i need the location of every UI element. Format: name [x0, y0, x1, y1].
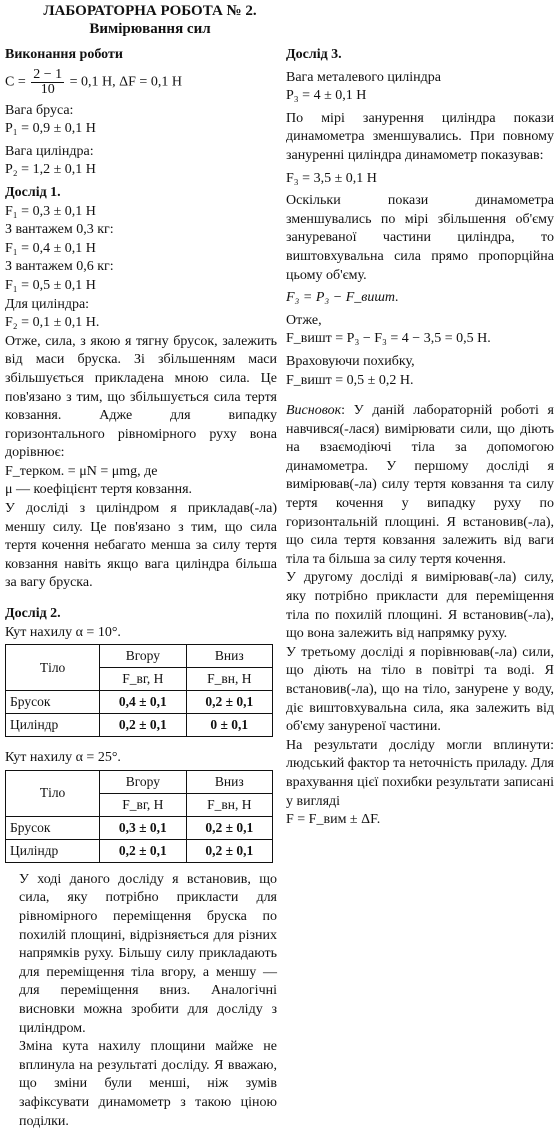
mu-definition: μ — коефіцієнт тертя ковзання. [5, 482, 193, 498]
c-formula-lhs: C = [5, 74, 26, 90]
buoyant-final: F_вишт = 0,5 ± 0,2 Н. [286, 372, 414, 388]
conclusion-label: Висновок [286, 403, 342, 419]
p2-value: P₂ = 1,2 ± 0,1 Н [5, 162, 96, 178]
header-body: Тіло [6, 770, 100, 816]
f2-value: F₂ = 0,1 ± 0,1 Н. [5, 315, 100, 331]
row-down: 0,2 ± 0,1 [186, 839, 272, 862]
experiment-1-heading: Дослід 1. [5, 184, 61, 200]
table-row [6, 816, 273, 839]
fraction-denominator: 10 [40, 81, 55, 97]
conclusion-text-1: : У даній лабораторній роботі я навчився(-лася) вимірювати сили, що діють на взаємодіючі тіла за допомогою динамометра. У першому досліді я вимірював(-ла) силу тертя ковзання та силу тертя кочення у випадку руху по горизонтальній площині. Я встановив(-ла), що сила тертя ковзання залежить від ваги тіла та більша за силу тертя кочення. [286, 403, 554, 567]
angle-25-label: Кут нахилу α = 25°. [5, 750, 121, 766]
row-down: 0,2 ± 0,1 [186, 691, 272, 714]
p3-value: P₃ = 4 ± 0,1 Н [286, 88, 367, 104]
table-row [6, 691, 273, 714]
row-down: 0 ± 0,1 [186, 714, 272, 737]
row-up: 0,4 ± 0,1 [100, 691, 186, 714]
angle-10-label: Кут нахилу α = 10°. [5, 624, 121, 640]
paragraph-3: У ході даного досліду я встановив, що сила, яку потрібно прикласти для рівномірного переміщення бруска по похилій площині, відрізняється для різних напрямків руху. Більшу силу прикладають для переміщення тіла вгору, а меншу — для переміщення вниз. Аналогічні висновки можна зробити для досліду з циліндром. [19, 871, 277, 1036]
experiment-2-heading: Дослід 2. [5, 606, 61, 622]
p1-value: P₁ = 0,9 ± 0,1 Н [5, 121, 96, 137]
table-header-row [6, 645, 273, 668]
table-angle-10 [5, 644, 273, 737]
c-formula [5, 68, 277, 97]
f3-formula: F₃ = P₃ − F_вишт. [286, 290, 399, 306]
header-up: Вгору [100, 645, 186, 668]
right-column [286, 46, 554, 830]
weight-cylinder-label: Вага циліндра: [5, 143, 94, 159]
header-body: Тіло [6, 645, 100, 691]
right-paragraph-2: Оскільки покази динамометра зменшувались по мірі збільшення об'єму зануреваної частини циліндра, то виштовхувальна сила прямо пропорційна цьому об'єму. [286, 193, 554, 283]
header-f-up: F_вг, Н [100, 793, 186, 816]
table-header-row [6, 770, 273, 793]
row-name: Брусок [6, 816, 100, 839]
f1b-value: F₁ = 0,4 ± 0,1 Н [5, 240, 96, 256]
table-angle-25 [5, 770, 273, 863]
page-subtitle: Вимірювання сил [89, 21, 211, 37]
load-06-label: З вантажем 0,6 кг: [5, 259, 114, 275]
paragraph-2: У досліді з циліндром я прикладав(-ла) меншу силу. Це пов'язано з тим, що сила тертя кочення небагато менша за силу тертя ковзання навіть якщо вага циліндра більша за вагу бруска. [5, 501, 277, 591]
f3-value: F₃ = 3,5 ± 0,1 Н [286, 170, 377, 186]
c-formula-fraction [31, 68, 64, 97]
row-up: 0,2 ± 0,1 [100, 839, 186, 862]
conclusion-paragraph-2: У другому досліді я вимірював(-ла) силу, яку потрібно прикласти для переміщення тіла по похилій площині. Я встановив(-ла), що вона залежить від напрямку руху. [286, 570, 554, 642]
paragraph-4: Зміна кута нахилу площини майже не вплинула на результаті досліду. Я вважаю, що зміни були менші, ніж зумів зафіксувати динамометр з такою ціною поділки. [19, 1039, 277, 1129]
left-column [5, 46, 277, 1131]
weight-block-label: Вага бруса: [5, 102, 74, 118]
row-name: Циліндр [6, 839, 100, 862]
c-formula-rest: = 0,1 Н, ΔF = 0,1 Н [69, 74, 182, 90]
otzhe-label: Отже, [286, 312, 322, 328]
row-name: Циліндр [6, 714, 100, 737]
conclusion-paragraph-4: На результати досліду могли вплинути: людський фактор та неточність приладу. Для врахування цієї похибки результати записані у вигляді [286, 737, 554, 809]
f1a-value: F₁ = 0,3 ± 0,1 Н [5, 203, 96, 219]
row-down: 0,2 ± 0,1 [186, 816, 272, 839]
buoyant-calc: F_вишт = P₃ − F₃ = 4 − 3,5 = 0,5 Н. [286, 331, 491, 347]
for-cylinder-label: Для циліндра: [5, 296, 90, 312]
header-f-down: F_вн, Н [186, 668, 272, 691]
table-row [6, 714, 273, 737]
load-03-label: З вантажем 0,3 кг: [5, 222, 114, 238]
row-up: 0,2 ± 0,1 [100, 714, 186, 737]
right-paragraph-1: По мірі занурення циліндра покази динамометра зменшувались. При повному зануренні циліндра динамометр показував: [286, 110, 554, 163]
title-block [0, 2, 300, 38]
row-name: Брусок [6, 691, 100, 714]
table-row [6, 839, 273, 862]
header-up: Вгору [100, 770, 186, 793]
page-title: ЛАБОРАТОРНА РОБОТА № 2. [43, 3, 257, 19]
f1c-value: F₁ = 0,5 ± 0,1 Н [5, 277, 96, 293]
row-up: 0,3 ± 0,1 [100, 816, 186, 839]
friction-formula: F_терком. = μN = μmg, де [5, 463, 158, 479]
header-f-down: F_вн, Н [186, 793, 272, 816]
metal-weight-label: Вага металевого циліндра [286, 69, 442, 85]
fraction-numerator: 2 − 1 [33, 66, 63, 82]
experiment-3-heading: Дослід 3. [286, 47, 342, 62]
section-heading-execution: Виконання роботи [5, 47, 123, 62]
header-down: Вниз [186, 770, 272, 793]
final-formula: F = F_вим ± ΔF. [286, 812, 381, 828]
conclusion-paragraph-1 [286, 402, 554, 569]
conclusion-paragraph-3: У третьому досліді я порівнював(-ла) сили, що діють на тіло в повітрі та воді. Я встановив(-ла), що на тіло, занурене у воду, діє виштовхувальна сила, яка залежить від об'єму зануреної частини. [286, 644, 554, 735]
header-f-up: F_вг, Н [100, 668, 186, 691]
paragraph-1: Отже, сила, з якою я тягну брусок, залежить від маси бруска. Зі збільшенням маси збільшується прикладена мною сила. Це пов'язано з тим, що збільшується сила тертя ковзання. Адже для випадку горизонтального рівномірного руху вона дорівнює: [5, 333, 277, 461]
with-error-label: Враховуючи похибку, [286, 353, 415, 369]
header-down: Вниз [186, 645, 272, 668]
